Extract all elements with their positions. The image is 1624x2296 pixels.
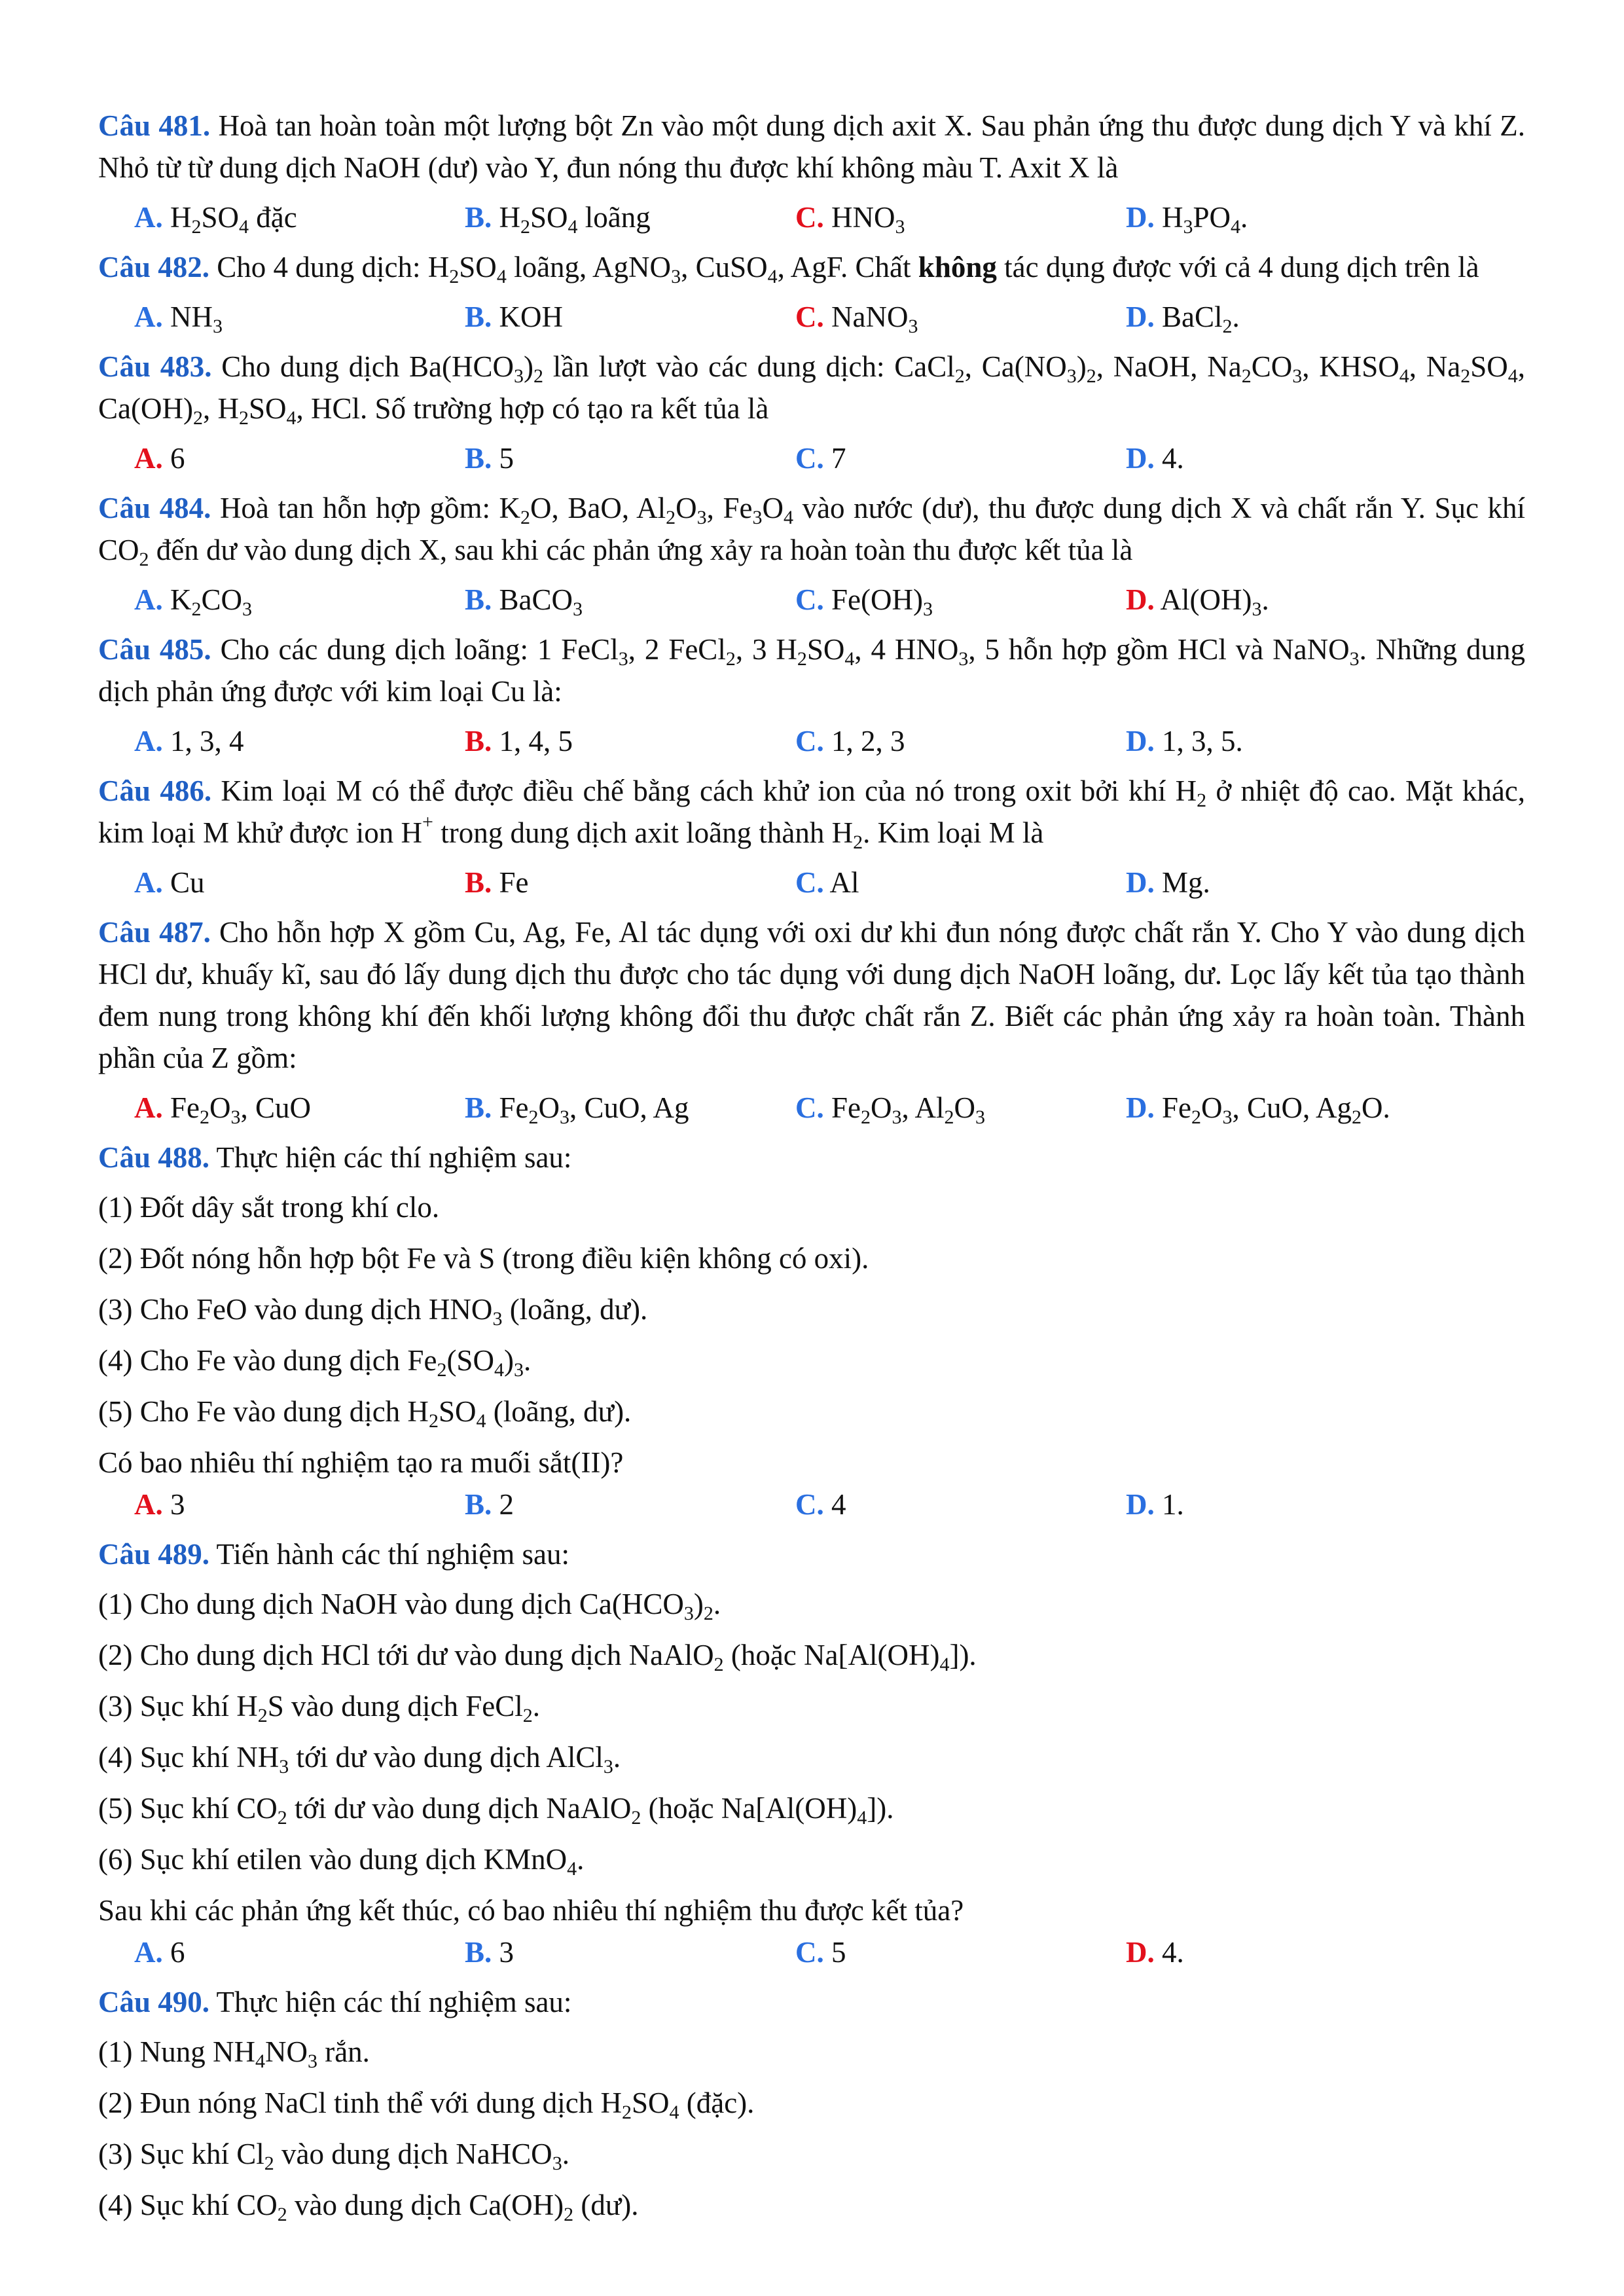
answer-label: C.: [795, 1936, 824, 1969]
experiment-item: (2) Cho dung dịch HCl tới dư vào dung dịch NaAlO$_2$ (hoặc $Na[Al(OH)_4]$).: [98, 1639, 977, 1675]
answer-text: Cu: [170, 866, 205, 899]
answer-options: [98, 296, 1525, 338]
question-stem: Sau khi các phản ứng kết thúc, có bao nhiêu thí nghiệm thu được kết tủa?: [98, 1894, 964, 1927]
question-stem: Có bao nhiêu thí nghiệm tạo ra muối sắt(II)?: [98, 1446, 624, 1479]
experiment-item: (6) Sục khí etilen vào dung dịch KMnO$_4$.: [98, 1843, 585, 1880]
answer-label: A.: [134, 201, 163, 234]
answer-label: B.: [465, 725, 492, 757]
answer-option-d: [1126, 437, 1456, 479]
answer-option-a: [134, 296, 465, 338]
question-text: Kim loại M có thể được điều chế bằng cách khử ion của nó trong oxit bởi khí $H_2$ ở nhiệt độ cao. Mặt khác, kim loại M khử được ion H+ trong dung dịch axit loãng thành $H_2$. Kim loại M là: [98, 774, 1526, 853]
answer-label: C.: [795, 866, 824, 899]
question-q489: [98, 1533, 1525, 1575]
answer-option-d: [1126, 579, 1456, 621]
question-text: Thực hiện các thí nghiệm sau:: [216, 1986, 572, 2018]
question-number: Câu 487.: [98, 916, 211, 949]
question-q485: [98, 629, 1525, 712]
answer-text: $H_3PO_4$.: [1162, 201, 1248, 238]
answer-option-c: [795, 196, 1126, 238]
question-q482: [98, 246, 1525, 288]
question-q481: [98, 105, 1525, 189]
experiment-item: (1) Cho dung dịch NaOH vào dung dịch $Ca(HCO_3)_2$.: [98, 1588, 721, 1624]
answer-label: D.: [1126, 1936, 1155, 1969]
answer-label: C.: [795, 442, 824, 475]
question-number: Câu 482.: [98, 251, 210, 283]
answer-label: B.: [465, 1488, 492, 1521]
answer-option-b: [465, 1484, 795, 1525]
answer-label: A.: [134, 725, 163, 757]
answer-text: 2: [499, 1488, 514, 1521]
experiment-item: (4) Sục khí $NH_3$ tới dư vào dung dịch AlCl$_3$.: [98, 1741, 621, 1777]
answer-option-b: [465, 579, 795, 621]
question-q484: [98, 487, 1525, 571]
answer-text: $NH_3$: [170, 301, 223, 337]
answer-text: $HNO_3$: [831, 201, 905, 238]
answer-label: D.: [1126, 201, 1155, 234]
experiment-item: (4) Sục khí $CO_2$ vào dung dịch $Ca(OH)_2$ (dư).: [98, 2189, 639, 2225]
answer-label: C.: [795, 301, 824, 333]
answer-text: $Fe_2O_3$, CuO, $Ag_2O$.: [1162, 1091, 1390, 1128]
answer-label: B.: [465, 1936, 492, 1969]
answer-option-b: [465, 437, 795, 479]
answer-text: Al: [829, 866, 859, 899]
answer-options: [98, 1931, 1525, 1973]
answer-label: A.: [134, 583, 163, 616]
question-text: Thực hiện các thí nghiệm sau:: [216, 1141, 572, 1174]
answer-text: 6: [170, 442, 185, 475]
answer-option-b: [465, 1931, 795, 1973]
answer-text: 1, 2, 3: [831, 725, 905, 757]
answer-text: 4.: [1162, 442, 1184, 475]
answer-text: KOH: [499, 301, 564, 333]
question-q483: [98, 346, 1525, 429]
answer-label: D.: [1126, 725, 1155, 757]
answer-text: NaNO$_3$: [831, 301, 918, 337]
answer-label: C.: [795, 725, 824, 757]
answer-text: 5: [831, 1936, 846, 1969]
answer-label: B.: [465, 442, 492, 475]
experiment-item: (3) Sục khí $Cl_2$ vào dung dịch NaHCO$_3$.: [98, 2138, 569, 2174]
question-text: Hoà tan hoàn toàn một lượng bột Zn vào một dung dịch axit X. Sau phản ứng thu được dung dịch Y và khí Z. Nhỏ từ từ dung dịch NaOH (dư) vào Y, đun nóng thu được khí không màu T. Axit X là: [98, 109, 1526, 184]
answer-option-d: [1126, 1931, 1456, 1973]
answer-option-c: [795, 862, 1126, 903]
answer-label: C.: [795, 201, 824, 234]
answer-label: A.: [134, 1488, 163, 1521]
answer-label: B.: [465, 1091, 492, 1124]
answer-option-a: [134, 720, 465, 762]
answer-option-d: [1126, 862, 1456, 903]
answer-option-a: [134, 1087, 465, 1129]
answer-option-d: [1126, 720, 1456, 762]
answer-label: A.: [134, 442, 163, 475]
answer-option-d: [1126, 196, 1456, 238]
answer-text: 1, 3, 4: [170, 725, 244, 757]
answer-text: $Al(OH)_3$.: [1160, 583, 1269, 620]
answer-option-b: [465, 720, 795, 762]
answer-options: [98, 196, 1525, 238]
question-text: Tiến hành các thí nghiệm sau:: [216, 1538, 569, 1571]
answer-label: B.: [465, 301, 492, 333]
answer-label: A.: [134, 1936, 163, 1969]
question-text: Cho dung dịch $Ba(HCO_3)_2$ lần lượt vào các dung dịch: CaCl$_2$, $Ca(NO_3)_2$, NaOH, $Na_2CO_3$, $KHSO_4$, $Na_2SO_4$, $Ca(OH)_2$, $H_2SO_4$, HCl. Số trường hợp có tạo ra kết tủa là: [98, 350, 1525, 429]
question-text: Hoà tan hỗn hợp gồm: $K_2O$, BaO, $Al_2O_3$, $Fe_3O_4$ vào nước (dư), thu được dung dịch X và chất rắn Y. Sục khí $CO_2$ đến dư vào dung dịch X, sau khi các phản ứng xảy ra hoàn toàn thu được kết tủa là: [98, 492, 1526, 570]
answer-option-a: [134, 862, 465, 903]
answer-text: Mg.: [1162, 866, 1210, 899]
answer-options: [98, 720, 1525, 762]
answer-label: C.: [795, 1091, 824, 1124]
answer-label: C.: [795, 1488, 824, 1521]
answer-option-c: [795, 437, 1126, 479]
question-number: Câu 481.: [98, 109, 211, 142]
answer-text: BaCO$_3$: [499, 583, 583, 620]
answer-text: 4.: [1162, 1936, 1184, 1969]
answer-text: $Fe(OH)_3$: [831, 583, 933, 620]
question-number: Câu 488.: [98, 1141, 210, 1174]
experiment-item: (4) Cho Fe vào dung dịch $Fe_2(SO_4)_3$.: [98, 1344, 532, 1381]
answer-option-c: [795, 296, 1126, 338]
answer-label: C.: [795, 583, 824, 616]
answer-text: 1.: [1162, 1488, 1184, 1521]
answer-label: D.: [1126, 1091, 1155, 1124]
answer-text: 5: [499, 442, 514, 475]
document-page: [98, 105, 1525, 2235]
answer-text: 6: [170, 1936, 185, 1969]
answer-option-a: [134, 1931, 465, 1973]
answer-option-d: [1126, 1087, 1456, 1129]
answer-text: $Fe_2O_3$, CuO, Ag: [499, 1091, 689, 1128]
question-number: Câu 485.: [98, 633, 211, 666]
answer-option-c: [795, 720, 1126, 762]
question-number: Câu 486.: [98, 774, 212, 807]
answer-text: Fe: [499, 866, 529, 899]
answer-label: B.: [465, 583, 492, 616]
answer-label: A.: [134, 1091, 163, 1124]
answer-text: $H_2SO_4$ loãng: [499, 201, 651, 238]
answer-option-c: [795, 1931, 1126, 1973]
answer-options: [98, 579, 1525, 621]
answer-options: [98, 1087, 1525, 1129]
answer-option-b: [465, 862, 795, 903]
answer-option-b: [465, 296, 795, 338]
answer-text: 7: [831, 442, 846, 475]
answer-text: 3: [499, 1936, 514, 1969]
answer-text: 1, 4, 5: [499, 725, 573, 757]
question-text: Cho 4 dung dịch: $H_2SO_4$ loãng, AgNO$_3$, CuSO$_4$, AgF. Chất không tác dụng được với cả 4 dung dịch trên là: [217, 251, 1479, 287]
answer-label: B.: [465, 201, 492, 234]
experiment-item: (1) Nung $NH_4NO_3$ rắn.: [98, 2035, 370, 2072]
answer-text: 4: [831, 1488, 846, 1521]
answer-options: [98, 1484, 1525, 1525]
answer-options: [98, 437, 1525, 479]
answer-text: $H_2SO_4$ đặc: [170, 201, 297, 238]
answer-text: BaCl$_2$.: [1162, 301, 1240, 337]
question-number: Câu 489.: [98, 1538, 210, 1571]
answer-label: D.: [1126, 442, 1155, 475]
answer-option-b: [465, 196, 795, 238]
answer-label: D.: [1126, 583, 1155, 616]
answer-text: $Fe_2O_3$, $Al_2O_3$: [831, 1091, 986, 1128]
answer-text: $K_2CO_3$: [170, 583, 253, 620]
answer-option-a: [134, 579, 465, 621]
answer-text: $Fe_2O_3$, CuO: [170, 1091, 312, 1128]
question-text: Cho hỗn hợp X gồm Cu, Ag, Fe, Al tác dụng với oxi dư khi đun nóng được chất rắn Y. Cho Y vào dung dịch HCl dư, khuấy kĩ, sau đó lấy dung dịch thu được cho tác dụng với dung dịch NaOH loãng, dư. Lọc lấy kết tủa tạo thành đem nung trong không khí đến khối lượng không đổi thu được chất rắn Z. Biết các phản ứng xảy ra hoàn toàn. Thành phần của Z gồm:: [98, 916, 1526, 1074]
answer-text: 3: [170, 1488, 185, 1521]
question-number: Câu 490.: [98, 1986, 210, 2018]
question-number: Câu 483.: [98, 350, 212, 383]
answer-option-c: [795, 579, 1126, 621]
answer-option-b: [465, 1087, 795, 1129]
question-q488: [98, 1137, 1525, 1178]
experiment-item: (3) Cho FeO vào dung dịch $HNO_3$ (loãng, dư).: [98, 1293, 648, 1330]
experiment-item: (1) Đốt dây sắt trong khí clo.: [98, 1191, 440, 1224]
answer-text: 1, 3, 5.: [1162, 725, 1243, 757]
experiment-item: (5) Sục khí $CO_2$ tới dư vào dung dịch NaAlO$_2$ (hoặc $Na[Al(OH)_4]$).: [98, 1792, 894, 1829]
experiment-item: (3) Sục khí $H_2S$ vào dung dịch FeCl$_2$.: [98, 1690, 540, 1726]
question-q486: [98, 770, 1525, 854]
experiment-item: (2) Đun nóng NaCl tinh thể với dung dịch $H_2SO_4$ (đặc).: [98, 2086, 755, 2123]
answer-label: D.: [1126, 1488, 1155, 1521]
answer-option-d: [1126, 296, 1456, 338]
answer-options: [98, 862, 1525, 903]
answer-label: A.: [134, 301, 163, 333]
answer-option-a: [134, 437, 465, 479]
answer-option-d: [1126, 1484, 1456, 1525]
question-q490: [98, 1981, 1525, 2023]
answer-label: B.: [465, 866, 492, 899]
answer-option-c: [795, 1087, 1126, 1129]
experiment-item: (2) Đốt nóng hỗn hợp bột Fe và S (trong điều kiện không có oxi).: [98, 1242, 869, 1275]
answer-option-c: [795, 1484, 1126, 1525]
question-text: Cho các dung dịch loãng: 1 FeCl$_3$, 2 FeCl$_2$, 3 $H_2SO_4$, 4 $HNO_3$, 5 hỗn hợp gồm HCl và NaNO$_3$. Những dung dịch phản ứng được với kim loại Cu là:: [98, 633, 1526, 708]
answer-option-a: [134, 1484, 465, 1525]
answer-label: D.: [1126, 301, 1155, 333]
answer-label: A.: [134, 866, 163, 899]
question-q487: [98, 911, 1525, 1079]
question-number: Câu 484.: [98, 492, 211, 524]
answer-label: D.: [1126, 866, 1155, 899]
experiment-item: (5) Cho Fe vào dung dịch $H_2SO_4$ (loãng, dư).: [98, 1395, 632, 1432]
answer-option-a: [134, 196, 465, 238]
